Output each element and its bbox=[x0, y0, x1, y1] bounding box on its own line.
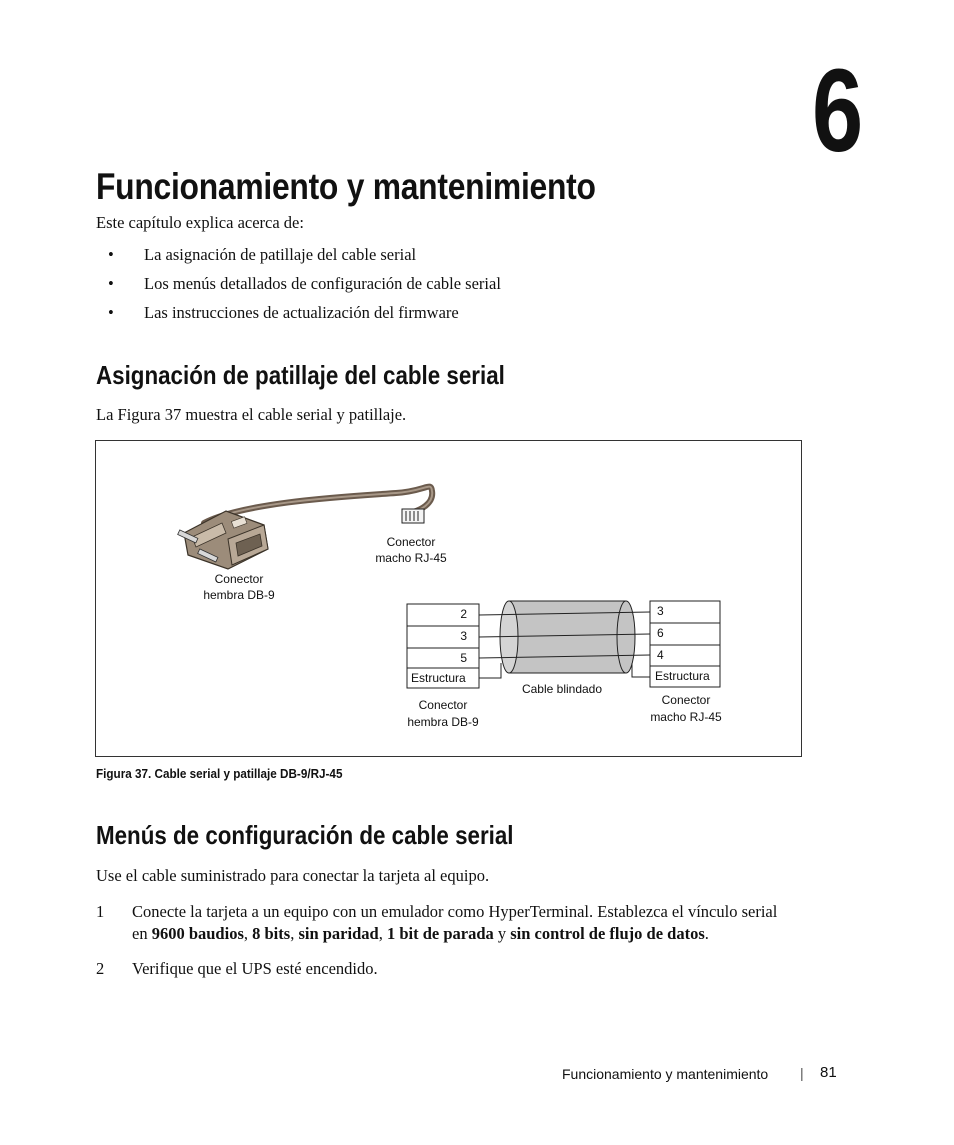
section-heading-menus: Menús de configuración de cable serial bbox=[96, 820, 514, 850]
figure-frame bbox=[95, 440, 802, 757]
page-title: Funcionamiento y mantenimiento bbox=[96, 166, 596, 207]
cable-diagram bbox=[96, 441, 801, 756]
intro-text: Este capítulo explica acerca de: bbox=[96, 213, 304, 232]
footer-title: Funcionamiento y mantenimiento bbox=[562, 1066, 769, 1082]
step-number: 2 bbox=[96, 959, 105, 978]
section-paragraph: La Figura 37 muestra el cable serial y patillaje. bbox=[96, 405, 407, 424]
bullet-icon: • bbox=[108, 274, 114, 293]
db9-label: hembra DB-9 bbox=[203, 588, 275, 602]
page-number: 81 bbox=[820, 1064, 837, 1081]
rj45-label: Conector bbox=[386, 535, 436, 549]
pin-label: Estructura bbox=[411, 671, 466, 685]
pin-label: 6 bbox=[657, 626, 664, 640]
db9-bottom-label: hembra DB-9 bbox=[407, 715, 479, 729]
pin-label: 4 bbox=[657, 648, 664, 662]
figure-caption: Figura 37. Cable serial y patillaje DB-9/RJ-45 bbox=[96, 766, 343, 781]
rj45-bottom-label: macho RJ-45 bbox=[650, 710, 722, 724]
db9-label: Conector bbox=[214, 572, 264, 586]
pin-label: 5 bbox=[460, 651, 467, 665]
step-text: en 9600 baudios, 8 bits, sin paridad, 1 bit de parada y sin control de flujo de datos. bbox=[132, 924, 709, 943]
bullet-icon: • bbox=[108, 303, 114, 322]
pin-label: 2 bbox=[460, 607, 467, 621]
pin-label: 3 bbox=[460, 629, 467, 643]
db9-connector-icon bbox=[178, 511, 268, 569]
bullet-icon: • bbox=[108, 245, 114, 264]
shielded-cable-icon bbox=[500, 601, 635, 673]
section-paragraph: Use el cable suministrado para conectar la tarjeta al equipo. bbox=[96, 866, 490, 885]
db9-bottom-label: Conector bbox=[418, 698, 468, 712]
rj45-bottom-label: Conector bbox=[661, 693, 711, 707]
db9-pin-table bbox=[407, 604, 479, 688]
section-heading-pinout: Asignación de patillaje del cable serial bbox=[96, 360, 505, 390]
step-text: Conecte la tarjeta a un equipo con un emulador como HyperTerminal. Establezca el vínculo serial bbox=[132, 902, 778, 921]
rj45-pin-table bbox=[650, 601, 720, 687]
rj45-label: macho RJ-45 bbox=[375, 551, 447, 565]
footer-separator: | bbox=[800, 1065, 804, 1081]
pin-label: Estructura bbox=[655, 669, 710, 683]
rj45-plug-icon bbox=[402, 509, 424, 523]
pin-label: 3 bbox=[657, 604, 664, 618]
step-number: 1 bbox=[96, 902, 105, 921]
step-text: Verifique que el UPS esté encendido. bbox=[132, 959, 378, 978]
cable-label: Cable blindado bbox=[521, 682, 603, 696]
chapter-number: 6 bbox=[812, 45, 864, 177]
